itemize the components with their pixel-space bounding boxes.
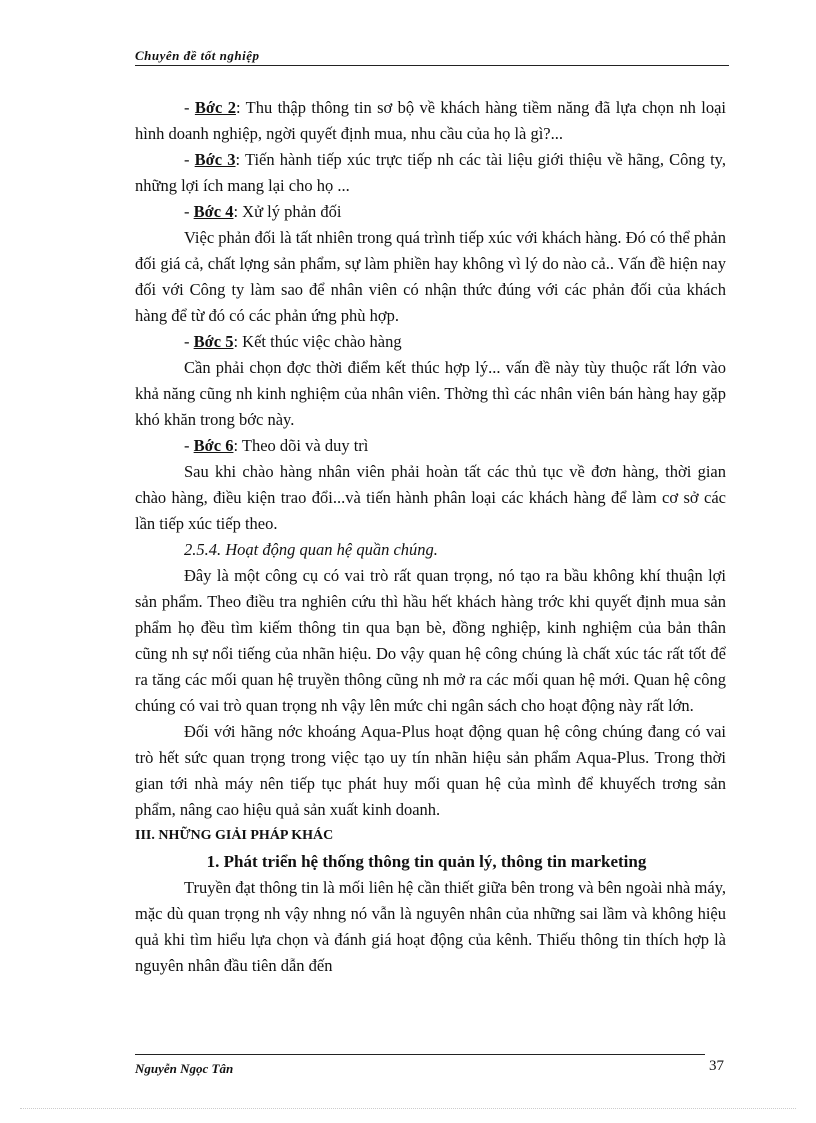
pr-paragraph-2: Đối với hãng nớc khoáng Aqua-Plus hoạt động quan hệ công chúng đang có vai trò hết sức quan trọng trong việc tạo uy tín nhãn hiệu sản phẩm Aqua-Plus. Trong thời gian tới nhà máy nên tiếp tục phát huy mối quan hệ của mình để khuyếch trơng sản phẩm, nâng cao hiệu quả sản xuất kinh doanh.: [135, 722, 726, 819]
step-5-dash: -: [184, 332, 194, 351]
page-bottom-border: [20, 1108, 796, 1109]
page-number: 37: [709, 1058, 724, 1074]
step-4-dash: -: [184, 202, 194, 221]
step-2-dash: -: [184, 98, 195, 117]
step-6-label: Bớc 6: [193, 436, 234, 455]
step-5-text: : Kết thúc việc chào hàng: [233, 332, 402, 351]
footer-rule: [135, 1054, 705, 1055]
footer-author: Nguyễn Ngọc Tân: [135, 1061, 234, 1076]
header-rule: [135, 65, 729, 66]
pr-subsection-heading: 2.5.4. Hoạt động quan hệ quần chúng.: [184, 540, 438, 559]
step-4-paragraph: [135, 199, 726, 225]
info-system-heading: 1. Phát triển hệ thống thông tin quản lý, thông tin marketing: [206, 852, 647, 871]
objections-paragraph: Việc phản đối là tất nhiên trong quá trình tiếp xúc với khách hàng. Đó có thể phản đối giá cả, chất lợng sản phẩm, sự làm phiền hay không vì lý do nào cả.. Vấn đề hiện nay đối với Công ty làm sao để nhân viên có nhận thức đúng với các phản đối của khách hàng để từ đó có các phản ứng phù hợp.: [135, 228, 727, 325]
step-5-paragraph: [135, 329, 726, 355]
step-6-paragraph: [135, 433, 726, 459]
info-paragraph: Truyền đạt thông tin là mối liên hệ cần thiết giữa bên trong và bên ngoài nhà máy, mặc dù quan trọng nh vậy nhng nó vẫn là nguyên nhân của những sai lầm và không hiệu quả khi tìm hiểu lựa chọn và đánh giá hoạt động của kênh. Thiếu thông tin thích hợp là nguyên nhân đầu tiên dẫn đến: [135, 878, 726, 975]
step-6-text: : Theo dõi và duy trì: [233, 436, 369, 455]
step-2-paragraph: [135, 95, 726, 147]
pr-paragraph-1: Đây là một công cụ có vai trò rất quan trọng, nó tạo ra bầu không khí thuận lợi sản phẩm. Theo điều tra nghiên cứu thì hầu hết khách hàng trớc khi quyết định mua sản phẩm họ đều tìm kiếm thông tin qua bạn bè, đồng nghiệp, kinh nghiệm của bản thân cũng nh sự nổi tiếng của nhãn hiệu. Do vậy quan hệ công chúng là chất xúc tác rất tốt để ra tăng các mối quan hệ truyền thông cũng nh mở ra các mối quan hệ mới. Quan hệ công chúng có vai trò quan trọng nh vậy lên mức chi ngân sách cho hoạt động này rất lớn.: [135, 566, 726, 715]
step-4-label: Bớc 4: [193, 202, 234, 221]
closing-paragraph: Cần phải chọn đợc thời điểm kết thúc hợp lý... vấn đề này tùy thuộc rất lớn vào khả năng cũng nh kinh nghiệm của nhân viên. Thờng thì các nhân viên bán hàng hay gặp khó khăn trong bớc này.: [135, 358, 726, 429]
step-5-label: Bớc 5: [193, 332, 234, 351]
section-3-heading: III. NHỮNG GIẢI PHÁP KHÁC: [135, 828, 334, 843]
step-3-dash: -: [184, 150, 195, 169]
step-3-text: : Tiến hành tiếp xúc trực tiếp nh các tài liệu giới thiệu về hãng, Công ty, những lợi ích mang lại cho họ ...: [135, 150, 726, 195]
document-body: [135, 95, 726, 979]
step-6-dash: -: [184, 436, 194, 455]
step-2-label: Bớc 2: [194, 98, 236, 117]
step-2-text: : Thu thập thông tin sơ bộ về khách hàng tiềm năng đã lựa chọn nh loại hình doanh nghiệp, ngời quyết định mua, nhu cầu của họ là gì?...: [135, 98, 727, 143]
step-3-label: Bớc 3: [194, 150, 236, 169]
step-3-paragraph: [135, 147, 726, 199]
followup-paragraph: Sau khi chào hàng nhân viên phải hoàn tất các thủ tục về đơn hàng, thời gian chào hàng, điều kiện trao đổi...và tiến hành phân loại các khách hàng để làm cơ sở các lần tiếp xúc tiếp theo.: [135, 462, 726, 533]
step-4-text: : Xử lý phản đối: [233, 202, 342, 221]
page-header-title: Chuyên đề tốt nghiệp: [135, 48, 260, 63]
